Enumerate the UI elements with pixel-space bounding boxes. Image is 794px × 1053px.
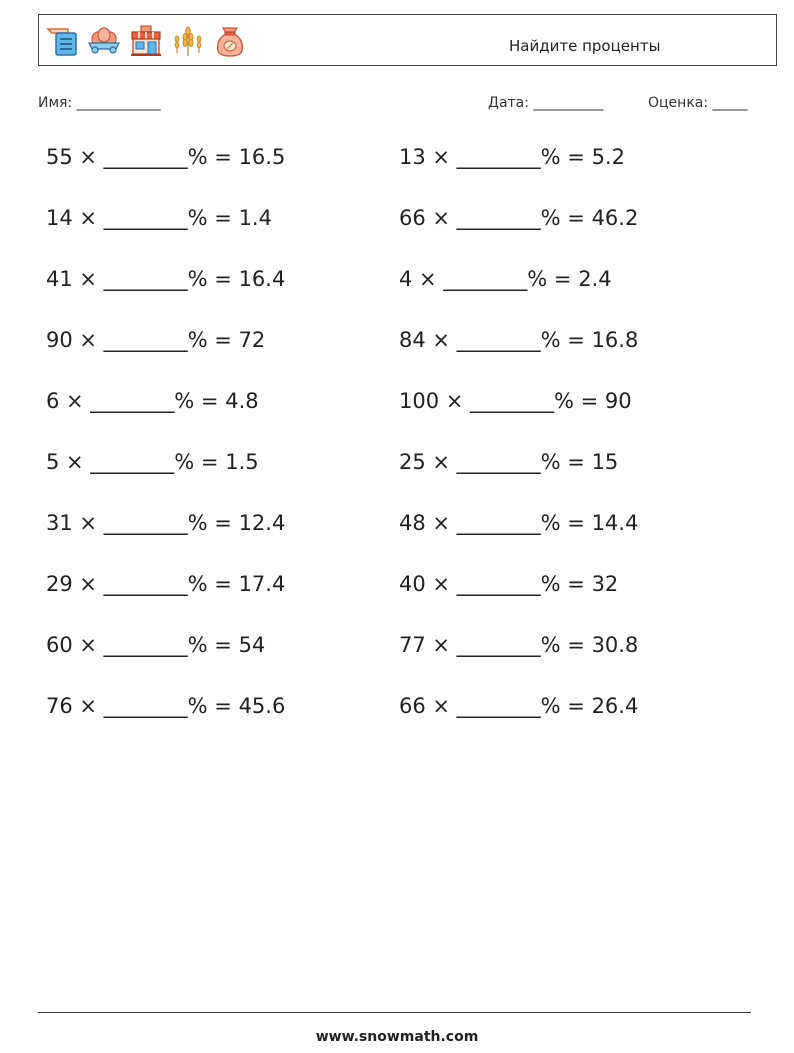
worksheet-title: Найдите проценты xyxy=(509,37,661,55)
problem-row xyxy=(0,572,794,612)
problem-row xyxy=(0,145,794,185)
problem-row xyxy=(0,206,794,246)
problem-row xyxy=(0,389,794,429)
problem-right-9[interactable]: 77 × ________% = 30.8 xyxy=(399,633,639,657)
problem-left-6[interactable]: 5 × ________% = 1.5 xyxy=(46,450,259,474)
header-icons xyxy=(44,23,248,59)
footer-divider xyxy=(38,1012,751,1013)
problem-right-3[interactable]: 4 × ________% = 2.4 xyxy=(399,267,612,291)
problem-right-8[interactable]: 40 × ________% = 32 xyxy=(399,572,619,596)
measuring-cup-icon xyxy=(44,23,80,59)
problem-right-6[interactable]: 25 × ________% = 15 xyxy=(399,450,619,474)
eggs-icon xyxy=(86,23,122,59)
problem-row xyxy=(0,633,794,673)
date-field[interactable]: Дата: __________ xyxy=(488,95,604,111)
problem-right-7[interactable]: 48 × ________% = 14.4 xyxy=(399,511,639,535)
problem-row xyxy=(0,267,794,307)
problem-row xyxy=(0,511,794,551)
problem-right-5[interactable]: 100 × ________% = 90 xyxy=(399,389,632,413)
problem-left-3[interactable]: 41 × ________% = 16.4 xyxy=(46,267,286,291)
problem-right-1[interactable]: 13 × ________% = 5.2 xyxy=(399,145,625,169)
worksheet-header xyxy=(38,14,777,66)
name-field[interactable]: Имя: ____________ xyxy=(38,95,161,111)
problem-left-2[interactable]: 14 × ________% = 1.4 xyxy=(46,206,272,230)
problem-right-4[interactable]: 84 × ________% = 16.8 xyxy=(399,328,639,352)
problem-right-2[interactable]: 66 × ________% = 46.2 xyxy=(399,206,639,230)
problem-left-5[interactable]: 6 × ________% = 4.8 xyxy=(46,389,259,413)
problem-left-7[interactable]: 31 × ________% = 12.4 xyxy=(46,511,286,535)
flour-sack-icon xyxy=(212,23,248,59)
problem-left-8[interactable]: 29 × ________% = 17.4 xyxy=(46,572,286,596)
problem-left-1[interactable]: 55 × ________% = 16.5 xyxy=(46,145,286,169)
problem-row xyxy=(0,450,794,490)
wheat-icon xyxy=(170,23,206,59)
shop-icon xyxy=(128,23,164,59)
problem-row xyxy=(0,694,794,734)
problem-left-10[interactable]: 76 × ________% = 45.6 xyxy=(46,694,286,718)
footer-url[interactable]: www.snowmath.com xyxy=(315,1029,479,1045)
problem-row xyxy=(0,328,794,368)
grade-field[interactable]: Оценка: _____ xyxy=(648,95,748,111)
problem-left-9[interactable]: 60 × ________% = 54 xyxy=(46,633,266,657)
problem-right-10[interactable]: 66 × ________% = 26.4 xyxy=(399,694,639,718)
problem-left-4[interactable]: 90 × ________% = 72 xyxy=(46,328,266,352)
